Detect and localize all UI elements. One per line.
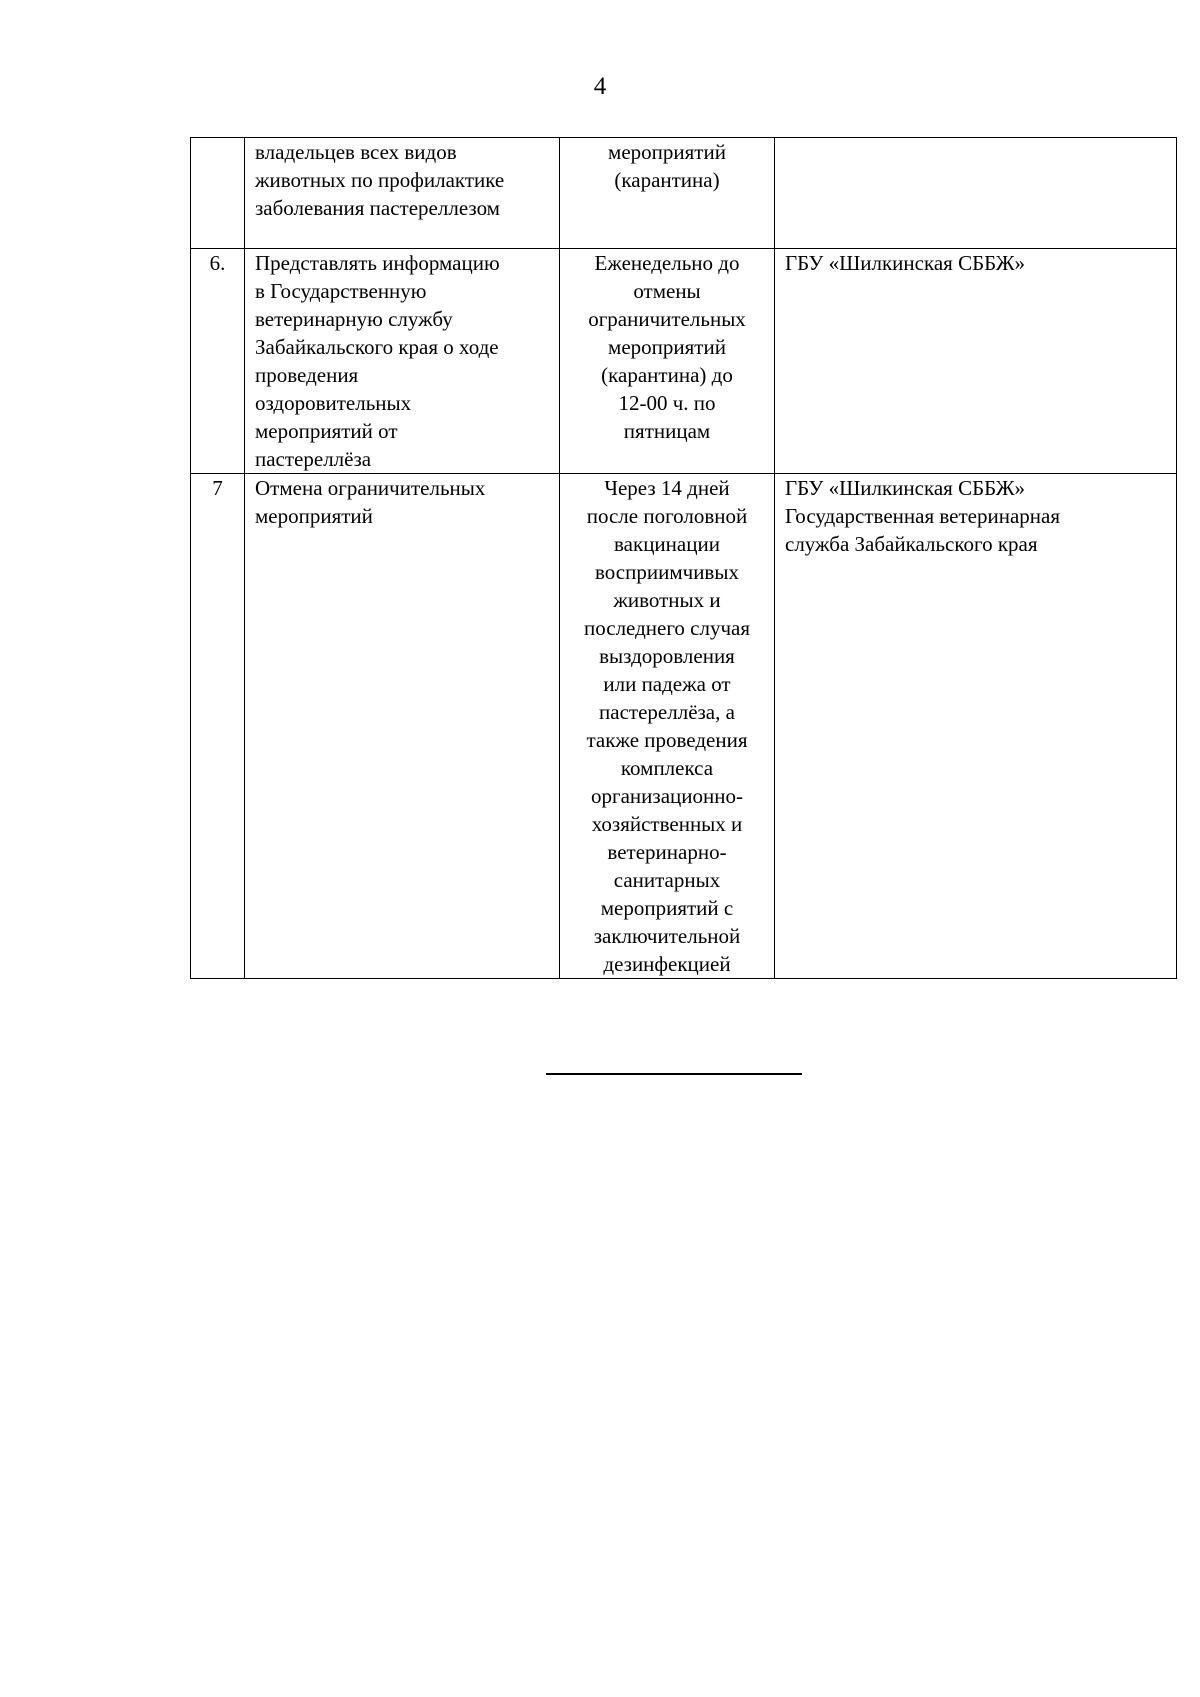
term-cell	[560, 249, 775, 474]
action-cell	[245, 138, 560, 249]
term-text-line: заключительной	[593, 924, 741, 948]
term-text-line: Через 14 дней	[604, 476, 730, 500]
term-text-line: пятницам	[623, 419, 711, 443]
term-text-line: мероприятий	[608, 335, 726, 359]
table-row	[191, 249, 1177, 474]
table-row	[191, 474, 1177, 979]
action-text-line: мероприятий	[255, 504, 373, 528]
action-text-line: ветеринарную службу	[255, 307, 453, 331]
action-text-line: Отмена ограничительных	[255, 476, 486, 500]
term-text-line: (карантина)	[614, 168, 720, 192]
action-text-line: Представлять информацию	[255, 251, 500, 275]
action-text-line: владельцев всех видов	[255, 140, 457, 164]
row-number-cell: 7	[191, 474, 245, 979]
term-text-line: после поголовной	[586, 504, 748, 528]
term-text-line: отмены	[633, 279, 701, 303]
term-text-line: Еженедельно до	[594, 251, 740, 275]
term-text-line: хозяйственных и	[591, 812, 743, 836]
page-number: 4	[593, 73, 607, 100]
table-row	[191, 138, 1177, 249]
action-text-line: проведения	[255, 363, 359, 387]
term-text-line: пастереллёза, а	[599, 700, 735, 724]
responsible-text-line: ГБУ «Шилкинская СББЖ»	[785, 251, 1026, 275]
action-text-line: мероприятий от	[255, 419, 398, 443]
action-cell	[245, 249, 560, 474]
responsible-cell	[775, 138, 1177, 249]
action-text-line: в Государственную	[255, 279, 427, 303]
action-text-line: Забайкальского края о ходе	[255, 335, 499, 359]
term-text-line: животных и	[613, 588, 721, 612]
term-text-line: ограничительных	[588, 307, 746, 331]
term-text-line: вакцинации	[614, 532, 720, 556]
term-text-line: или падежа от	[603, 672, 731, 696]
action-text-line: оздоровительных	[255, 391, 412, 415]
action-text-line: животных по профилактике	[255, 168, 505, 192]
term-cell	[560, 138, 775, 249]
term-text-line: комплекса	[620, 756, 714, 780]
term-text-line: (карантина) до	[601, 363, 733, 387]
term-text-line: мероприятий	[608, 140, 726, 164]
term-text-line: последнего случая	[583, 616, 751, 640]
responsible-text-line: Государственная ветеринарная	[785, 504, 1060, 528]
term-text-line: санитарных	[613, 868, 721, 892]
responsible-cell	[775, 474, 1177, 979]
row-number-cell: 6.	[191, 249, 245, 474]
action-text-line: заболевания пастереллезом	[255, 196, 500, 220]
row-number-cell	[191, 138, 245, 249]
end-of-document-rule	[546, 1073, 802, 1075]
responsible-text-line: ГБУ «Шилкинская СББЖ»	[785, 476, 1026, 500]
action-text-line: пастереллёза	[255, 447, 372, 471]
responsible-cell	[775, 249, 1177, 474]
measures-table	[190, 137, 1177, 979]
responsible-text-line: служба Забайкальского края	[785, 532, 1038, 556]
term-text-line: 12-00 ч. по	[618, 391, 716, 415]
term-text-line: дезинфекцией	[603, 952, 731, 976]
term-text-line: ветеринарно-	[607, 840, 727, 864]
term-text-line: мероприятий с	[600, 896, 734, 920]
term-cell	[560, 474, 775, 979]
term-text-line: также проведения	[586, 728, 748, 752]
term-text-line: организационно-	[591, 784, 743, 808]
action-cell	[245, 474, 560, 979]
term-text-line: восприимчивых	[595, 560, 739, 584]
term-text-line: выздоровления	[599, 644, 735, 668]
